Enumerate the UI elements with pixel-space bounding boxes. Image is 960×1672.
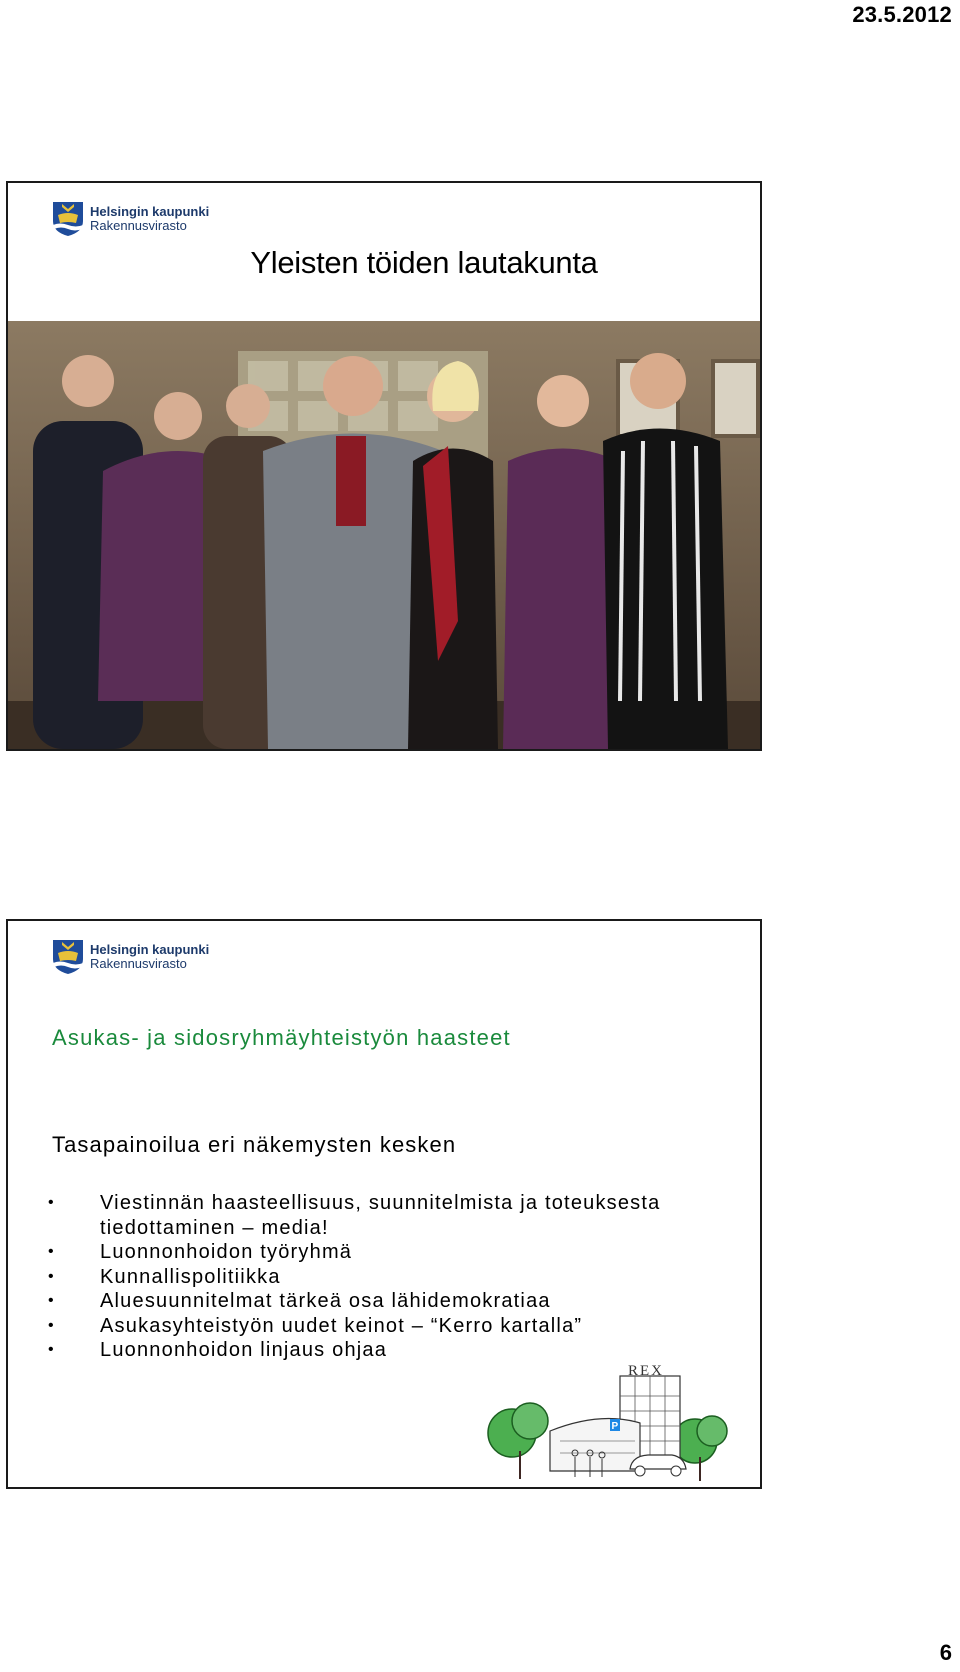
slide-challenges: [6, 919, 762, 1489]
slide-title: Yleisten töiden lautakunta: [250, 245, 598, 280]
page-date: 23.5.2012: [852, 2, 952, 27]
slide-title: Asukas- ja sidosryhmäyhteistyön haasteet: [52, 1025, 511, 1050]
helsinki-logo: [52, 201, 209, 237]
committee-group-photo: [8, 321, 760, 749]
rex-building-illustration: [480, 1361, 730, 1485]
logo-department: Rakennusvirasto: [90, 956, 187, 971]
helsinki-crest-icon: [52, 939, 84, 975]
list-item: • Aluesuunnitelmat tärkeä osa lähidemokratiaa: [48, 1290, 551, 1312]
rex-sign-text: REX: [628, 1363, 664, 1379]
page-number: 6: [939, 1640, 952, 1665]
slide-committee: [6, 181, 762, 751]
helsinki-crest-icon: [52, 201, 84, 237]
parking-sign-text: P: [611, 1421, 619, 1432]
helsinki-logo: [52, 939, 209, 975]
list-item: • Luonnonhoidon työryhmä: [48, 1241, 353, 1263]
list-item: • Kunnallispolitiikka: [48, 1265, 281, 1288]
logo-city-name: Helsingin kaupunki: [90, 204, 210, 220]
bullet-list: [48, 1191, 688, 1363]
list-item: • Viestinnän haasteellisuus, suunnitelmista ja toteuksesta tiedottaminen – media!: [48, 1192, 661, 1239]
list-item: • Asukasyhteistyön uudet keinot – “Kerro kartalla”: [48, 1314, 583, 1337]
logo-department: Rakennusvirasto: [90, 218, 187, 233]
list-item: • Luonnonhoidon linjaus ohjaa: [48, 1339, 388, 1361]
logo-city-name: Helsingin kaupunki: [90, 942, 210, 958]
slide-subtitle: Tasapainoilua eri näkemysten kesken: [52, 1132, 457, 1157]
